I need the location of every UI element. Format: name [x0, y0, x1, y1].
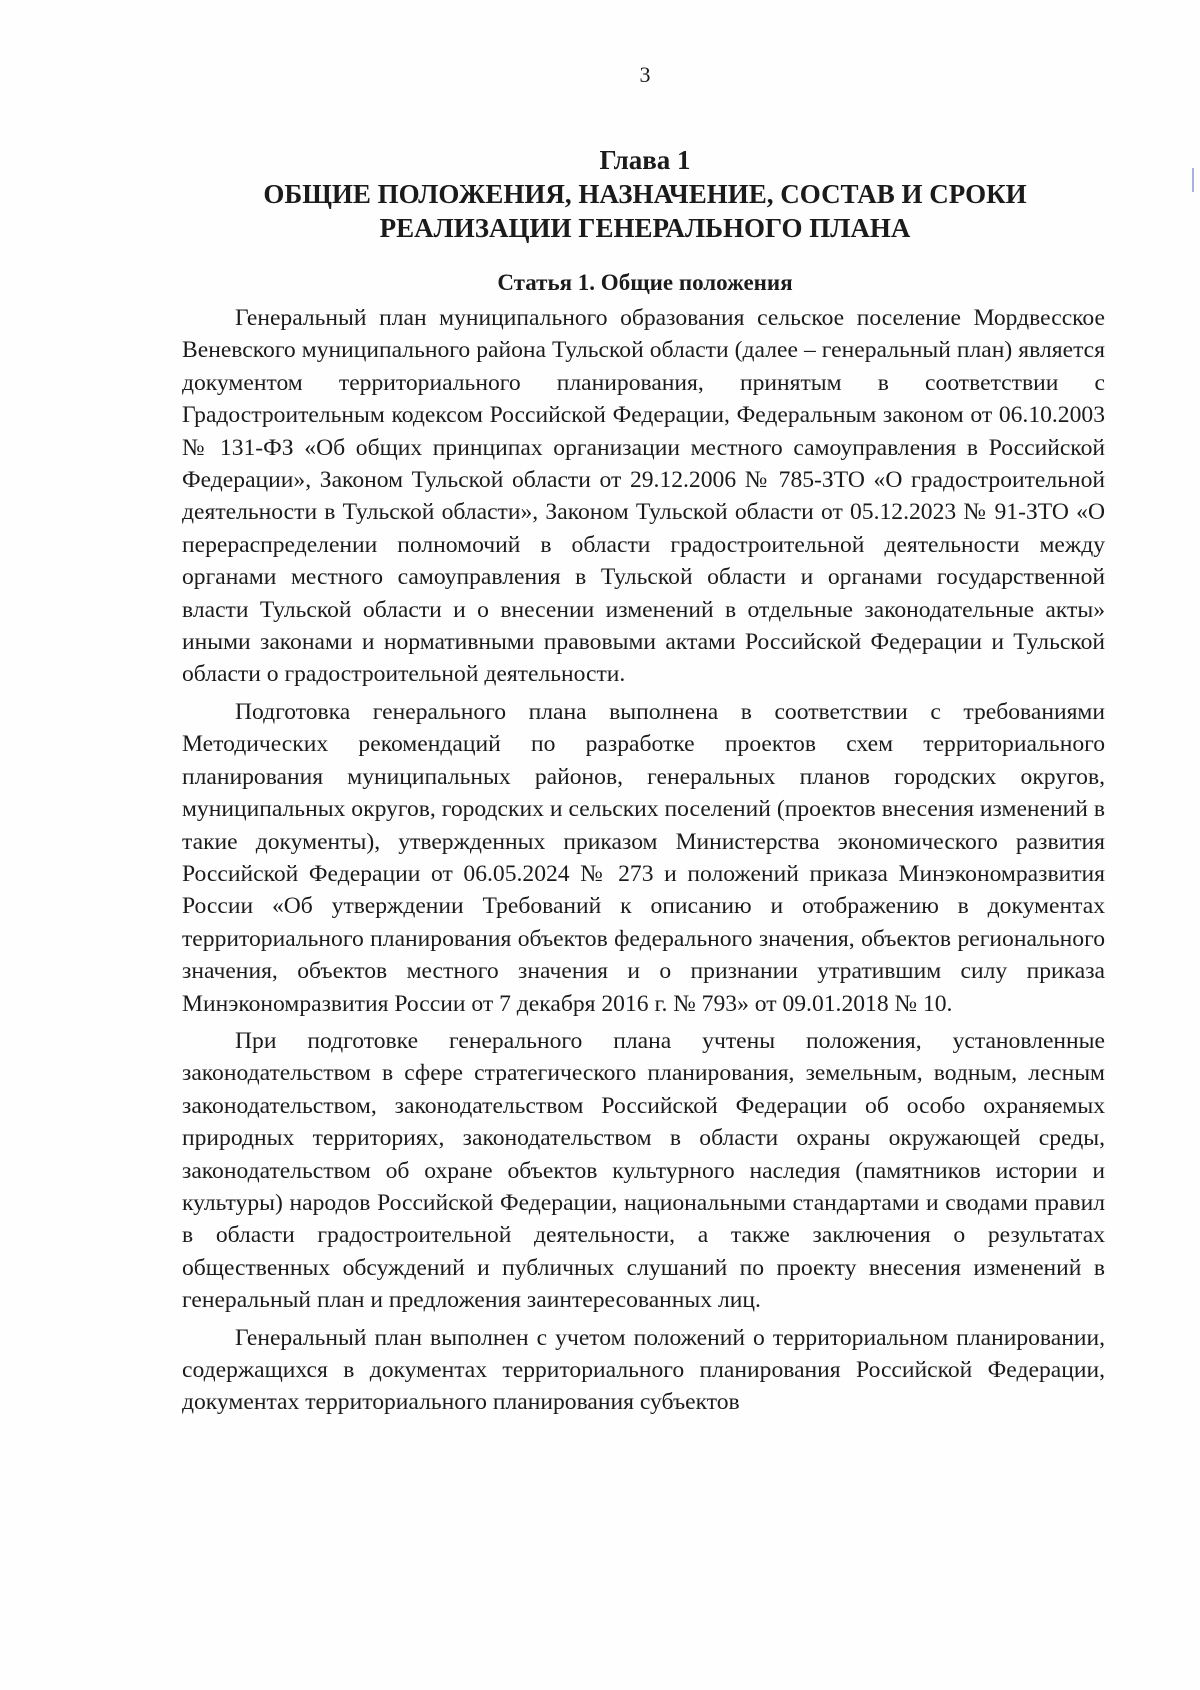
chapter-title: ОБЩИЕ ПОЛОЖЕНИЯ, НАЗНАЧЕНИЕ, СОСТАВ И СРОКИ РЕАЛИЗАЦИИ ГЕНЕРАЛЬНОГО ПЛАНА [263, 179, 1027, 243]
chapter-heading [180, 143, 1110, 245]
chapter-label: Глава 1 [599, 145, 691, 175]
page-number: 3 [639, 62, 651, 87]
paragraph: Генеральный план выполнен с учетом положений о территориальном планировании, содержащихся в документах территориального планирования Российской Федерации, документах территориального планирования субъектов [182, 1324, 1105, 1416]
article-title: Статья 1. Общие положения [497, 270, 793, 295]
paragraph: Подготовка генерального плана выполнена в соответствии с требованиями Методических рекомендаций по разработке проектов схем территориального планирования муниципальных районов, генеральных планов городских округов, муниципальных округов, городских и сельских поселений (проектов внесения изменений в такие документы), утвержденных приказом Министерства экономического развития Российской Федерации от 06.05.2024 № 273 и положений приказа Минэкономразвития России «Об утверждении Требований к описанию и отображению в документах территориального планирования объектов федерального значения, объектов регионального значения, объектов местного значения и о признании утратившим силу приказа Минэкономразвития России от 7 декабря 2016 г. № 793» от 09.01.2018 № 10. [182, 698, 1105, 1017]
paragraph: При подготовке генерального плана учтены положения, установленные законодательством в сфере стратегического планирования, земельным, водным, лесным законодательством, законодательством Российской Федерации об особо охраняемых природных территориях, законодательством в области охраны окружающей среды, законодательством об охране объектов культурного наследия (памятников истории и культуры) народов Российской Федерации, национальными стандартами и сводами правил в области градостроительной деятельности, а также заключения о результатах общественных обсуждений и публичных слушаний по проекту внесения изменений в генеральный план и предложения заинтересованных лиц. [182, 1027, 1105, 1314]
paragraph: Генеральный план муниципального образования сельское поселение Мордвесское Веневского муниципального района Тульской области (далее – генеральный план) является документом территориального планирования, принятым в соответствии с Градостроительным кодексом Российской Федерации, Федеральным законом от 06.10.2003 № 131-ФЗ «Об общих принципах организации местного самоуправления в Российской Федерации», Законом Тульской области от 29.12.2006 № 785-ЗТО «О градостроительной деятельности в Тульской области», Законом Тульской области от 05.12.2023 № 91-ЗТО «О перераспределении полномочий в области градостроительной деятельности между органами местного самоуправления в Тульской области и органами государственной власти Тульской области и о внесении изменений в отдельные законодательные акты» иными законами и нормативными правовыми актами Российской Федерации и Тульской области о градостроительной деятельности. [182, 305, 1105, 688]
body-text [182, 302, 1105, 1419]
scan-edge-mark [1192, 168, 1194, 192]
